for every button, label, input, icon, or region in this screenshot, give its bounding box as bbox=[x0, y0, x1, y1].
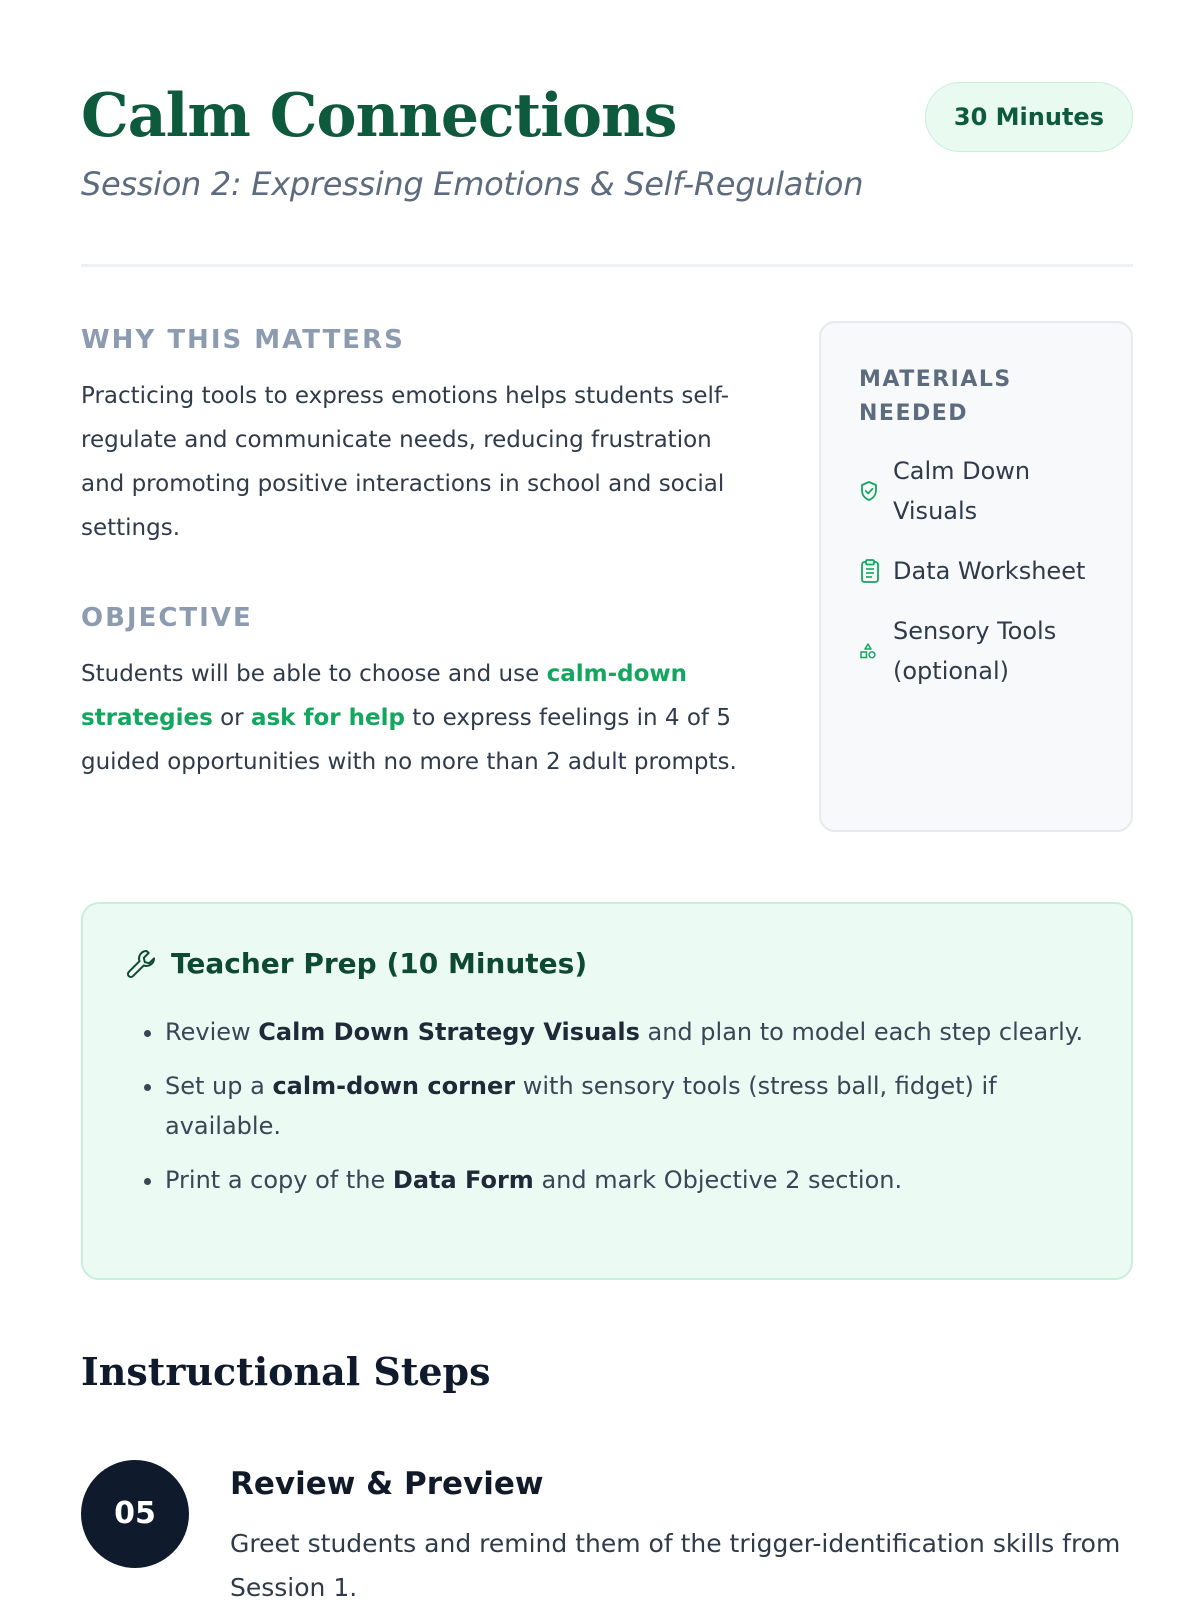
prep-item bbox=[165, 1066, 1091, 1146]
teacher-prep-card bbox=[81, 902, 1133, 1280]
materials-list bbox=[859, 451, 1093, 691]
header-divider bbox=[81, 264, 1133, 267]
prep-item-bold: calm-down corner bbox=[272, 1072, 516, 1100]
prep-item-text: and mark Objective 2 section. bbox=[533, 1166, 903, 1194]
prep-item-text: and plan to model each step clearly. bbox=[639, 1018, 1084, 1046]
clipboard-icon bbox=[859, 551, 887, 591]
objective-highlight: ask for help bbox=[250, 705, 405, 731]
objective-heading: OBJECTIVE bbox=[81, 603, 253, 633]
materials-item-label: Sensory Tools (optional) bbox=[893, 617, 1057, 685]
materials-heading: MATERIALS NEEDED bbox=[859, 367, 1012, 426]
prep-item bbox=[165, 1012, 1091, 1052]
step-title: Review & Preview bbox=[230, 1466, 544, 1502]
prep-item-text: Set up a bbox=[165, 1072, 273, 1100]
materials-item bbox=[859, 451, 1093, 531]
objective-highlight: calm-down strategies bbox=[81, 661, 687, 731]
prep-item-bold: Data Form bbox=[392, 1166, 534, 1194]
steps-heading: Instructional Steps bbox=[81, 1349, 491, 1394]
objective-text-part: or bbox=[212, 705, 251, 731]
shield-check-icon bbox=[859, 471, 887, 511]
materials-card bbox=[819, 321, 1133, 832]
teacher-prep-list bbox=[123, 1012, 1091, 1200]
wrench-icon bbox=[123, 946, 159, 982]
objective-text-part: to express feelings in 4 of 5 guided opportunities with no more than 2 adult prompts. bbox=[81, 705, 737, 775]
prep-item-text: with sensory tools (stress ball, fidget) if available. bbox=[165, 1072, 997, 1140]
teacher-prep-header bbox=[123, 944, 1091, 984]
lesson-page bbox=[81, 0, 1133, 1600]
why-text: Practicing tools to express emotions helps students self-regulate and communicate needs, reducing frustration and promoting positive interactions in school and social settings. bbox=[81, 383, 730, 541]
materials-item-label: Calm Down Visuals bbox=[893, 457, 1031, 525]
materials-item bbox=[859, 611, 1093, 691]
lesson-header bbox=[81, 80, 1133, 210]
objective-text-part: Students will be able to choose and use bbox=[81, 661, 547, 687]
objective-text bbox=[81, 652, 761, 784]
prep-item bbox=[165, 1160, 1091, 1200]
shapes-icon bbox=[859, 631, 887, 671]
overview-column bbox=[81, 320, 761, 784]
prep-item-bold: Calm Down Strategy Visuals bbox=[258, 1018, 640, 1046]
step-description: Greet students and remind them of the trigger-identification skills from Session 1. bbox=[230, 1529, 1121, 1600]
lesson-title: Calm Connections bbox=[81, 81, 677, 151]
prep-item-text: Print a copy of the bbox=[165, 1166, 393, 1194]
session-subtitle: Session 2: Expressing Emotions & Self-Regulation bbox=[81, 165, 864, 203]
materials-item bbox=[859, 551, 1093, 591]
materials-item-label: Data Worksheet bbox=[893, 557, 1086, 585]
duration-badge: 30 Minutes bbox=[925, 82, 1133, 152]
prep-item-text: Review bbox=[165, 1018, 259, 1046]
teacher-prep-title: Teacher Prep (10 Minutes) bbox=[171, 947, 588, 980]
step-number-badge: 05 bbox=[81, 1460, 189, 1568]
why-heading: WHY THIS MATTERS bbox=[81, 325, 405, 355]
